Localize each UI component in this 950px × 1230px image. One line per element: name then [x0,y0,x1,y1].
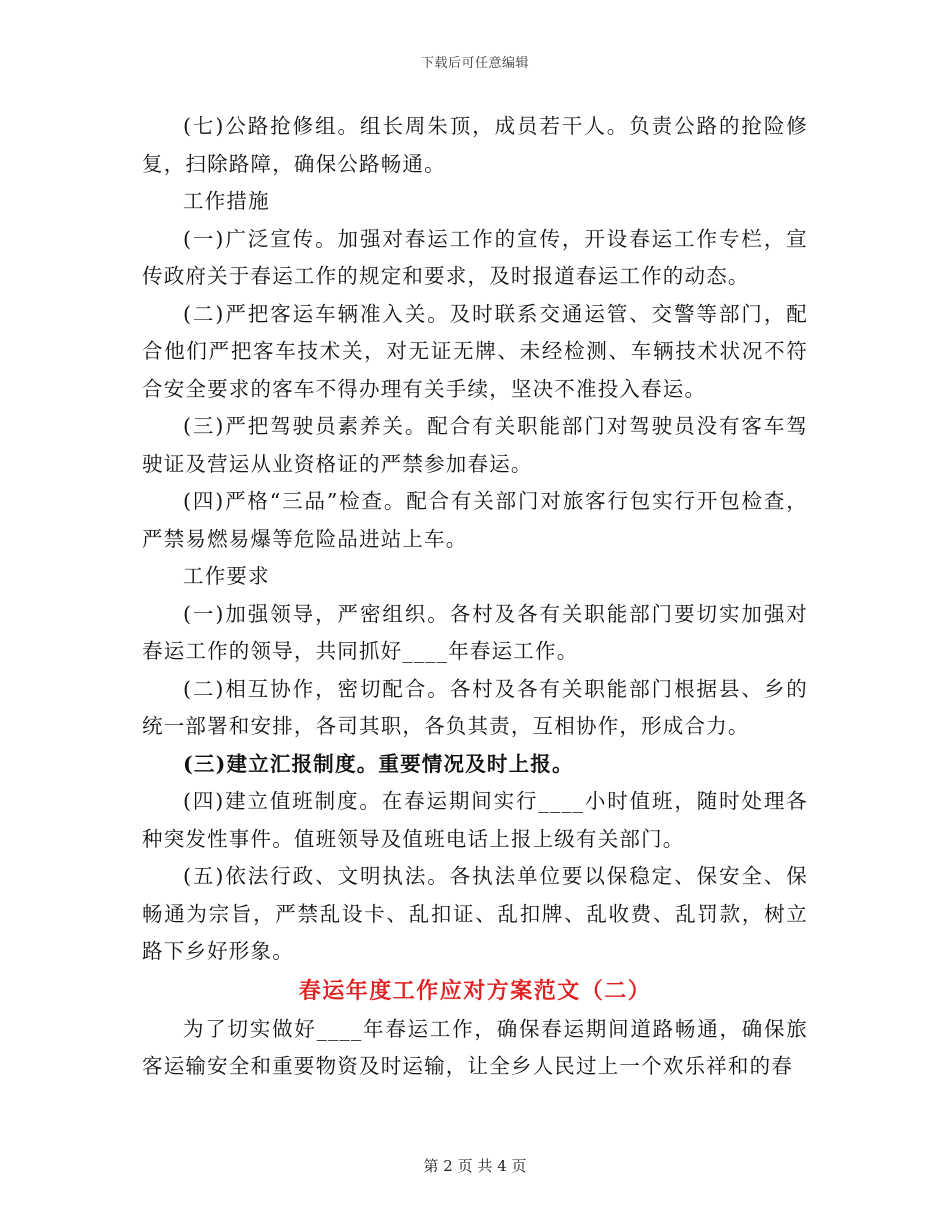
paragraph-requirement-2: (二)相互协作，密切配合。各村及各有关职能部门根据县、乡的统一部署和安排，各司其职，各负其责，互相协作，形成合力。 [142,676,808,738]
heading-work-measures: 工作措施 [183,189,270,213]
heading-work-requirements: 工作要求 [183,564,270,588]
paragraph-requirement-4: (四)建立值班制度。在春运期间实行____小时值班，随时处理各种突发性事件。值班领导及值班电话上报上级有关部门。 [142,789,808,851]
header-note: 下载后可任意编辑 [420,56,529,71]
paragraph-intro: 为了切实做好____年春运工作，确保春运期间道路畅通，确保旅客运输安全和重要物资及时运输，让全乡人民过上一个欢乐祥和的春 [142,1016,808,1078]
paragraph-measure-2: (二)严把客运车辆准入关。及时联系交通运管、交警等部门，配合他们严把客车技术关，对无证无牌、未经检测、车辆技术状况不符合安全要求的客车不得办理有关手续，坚决不准投入春运。 [142,301,808,401]
paragraph-measure-4: (四)严格“三品”检查。配合有关部门对旅客行包实行开包检查，严禁易燃易爆等危险品进站上车。 [142,489,808,551]
paragraph-measure-1: (一)广泛宣传。加强对春运工作的宣传，开设春运工作专栏，宣传政府关于春运工作的规定和要求，及时报道春运工作的动态。 [142,226,808,288]
document-body [142,108,808,1086]
paragraph-road-repair-group: (七)公路抢修组。组长周朱顶，成员若干人。负责公路的抢险修复，扫除路障，确保公路畅通。 [142,114,808,176]
paragraph-requirement-5: (五)依法行政、文明执法。各执法单位要以保稳定、保安全、保畅通为宗旨，严禁乱设卡、乱扣证、乱扣牌、乱收费、乱罚款，树立路下乡好形象。 [142,864,808,963]
paragraph-requirement-3: (三)建立汇报制度。重要情况及时上报。 [183,751,574,776]
paragraph-measure-3: (三)严把驾驶员素养关。配合有关职能部门对驾驶员没有客车驾驶证及营运从业资格证的严禁参加春运。 [142,414,808,476]
paragraph-requirement-1: (一)加强领导，严密组织。各村及各有关职能部门要切实加强对春运工作的领导，共同抓好____年春运工作。 [142,601,808,663]
page-number: 第 2 页 共 4 页 [423,1157,527,1175]
section-title: 春运年度工作应对方案范文（二） [298,977,652,1004]
